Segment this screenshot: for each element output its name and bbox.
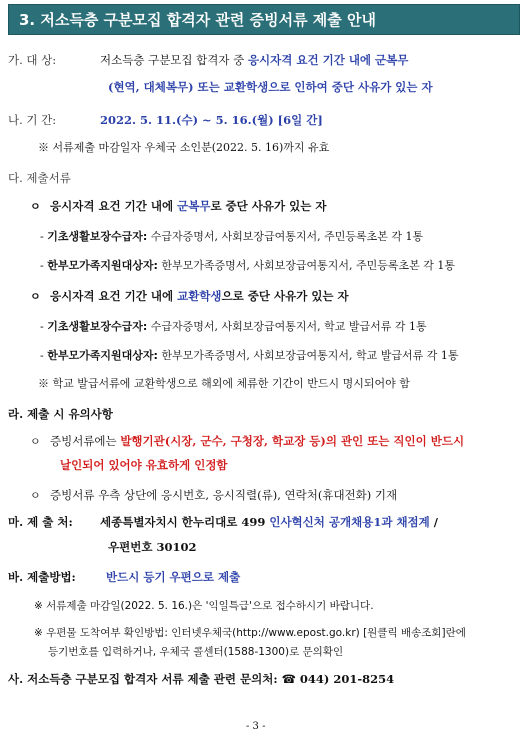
section-title: 3. 저소득층 구분모집 합격자 관련 증빙서류 제출 안내 bbox=[19, 11, 376, 29]
group2-prefix: 응시자격 요건 기간 내에 bbox=[50, 289, 178, 303]
period-value: 2022. 5. 11.(수) ~ 5. 16.(월) [6일 간] bbox=[100, 113, 323, 127]
documents-note: ※ 학교 발급서류에 교환학생으로 해외에 체류한 기간이 반드시 명시되어야 함 bbox=[38, 377, 410, 390]
page-number: - 3 - bbox=[246, 721, 266, 732]
section-header bbox=[8, 4, 520, 35]
group1-suffix: 로 중단 사유가 있는 자 bbox=[210, 199, 327, 213]
submit-method-note-1: ※ 서류제출 마감일(2022. 5. 16.)은 '익일특급'으로 접수하시기 바랍니다. bbox=[34, 600, 374, 612]
submit-method-label: 바. 제출방법: bbox=[8, 570, 76, 584]
inquiry-row bbox=[8, 671, 394, 687]
target-highlight-2: (현역, 대체복무) 또는 교환학생으로 인하여 중단 사유가 있는 자 bbox=[108, 80, 433, 94]
group2-suffix: 으로 중단 사유가 있는 자 bbox=[221, 289, 349, 303]
circle-bullet-icon: ㅇ bbox=[30, 489, 41, 502]
target-text-line1 bbox=[100, 52, 408, 68]
group1-item-2-category: 한부모가족지원대상자: bbox=[47, 259, 158, 272]
group1-item-2-docs: 한부모가족증명서, 사회보장급여통지서, 주민등록초본 각 1통 bbox=[161, 259, 456, 272]
group2-item-2-category: 한부모가족지원대상자: bbox=[47, 349, 158, 362]
precaution-1-line1 bbox=[50, 433, 464, 449]
circle-bullet-icon: ㅇ bbox=[30, 200, 41, 213]
period-label: 나. 기 간: bbox=[8, 113, 57, 127]
precaution-2: 증빙서류 우측 상단에 응시번호, 응시직렬(류), 연락처(휴대전화) 기재 bbox=[50, 488, 398, 502]
group1-item-2: - 한부모가족지원대상자: 한부모가족증명서, 사회보장급여통지서, 주민등록초본 각 1통 bbox=[40, 259, 456, 272]
group2-item-1: - 기초생활보장수급자: 수급자증명서, 사회보장급여통지서, 학교 발급서류 각 1통 bbox=[40, 320, 427, 333]
group2-item-2-docs: 한부모가족증명서, 사회보장급여통지서, 학교 발급서류 각 1통 bbox=[161, 349, 459, 362]
circle-bullet-icon: ㅇ bbox=[30, 435, 41, 448]
group1-highlight: 군복무 bbox=[177, 199, 211, 213]
documents-label: 다. 제출서류 bbox=[8, 171, 71, 185]
period-row bbox=[8, 112, 56, 128]
circle-bullet-icon: ㅇ bbox=[30, 290, 41, 303]
group2-highlight: 교환학생 bbox=[177, 289, 222, 303]
inquiry-label: 사. 저소득층 구분모집 합격자 서류 제출 관련 문의처: bbox=[8, 672, 278, 686]
target-text: 저소득층 구분모집 합격자 중 bbox=[100, 53, 245, 67]
target-label: 가. 대 상: bbox=[8, 53, 57, 67]
submit-method-note-2b: 등기번호를 입력하거나, 우체국 콜센터(1588-1300)로 문의확인 bbox=[48, 646, 344, 658]
submit-method-note-2a: ※ 우편물 도착여부 확인방법: 인터넷우체국(http://www.epost.go.kr) [원클릭 배송조회]란에 bbox=[34, 627, 466, 639]
submit-address: 세종특별자치시 한누리대로 499 bbox=[100, 515, 266, 529]
submit-postcode: 우편번호 30102 bbox=[108, 540, 197, 554]
target-text-line2 bbox=[108, 79, 433, 95]
group2-title bbox=[50, 288, 349, 304]
group1-title bbox=[50, 198, 326, 214]
submit-department: 인사혁신처 공개채용1과 채점계 bbox=[269, 515, 430, 529]
precaution-1-line2 bbox=[60, 457, 228, 473]
period-value-row bbox=[100, 112, 323, 128]
precautions-label: 라. 제출 시 유의사항 bbox=[8, 407, 113, 421]
precaution-1-highlight-1: 발행기관(시장, 군수, 구청장, 학교장 등)의 관인 또는 직인이 반드시 bbox=[120, 434, 465, 448]
group2-item-1-docs: 수급자증명서, 사회보장급여통지서, 학교 발급서류 각 1통 bbox=[150, 320, 427, 333]
submit-place-line1 bbox=[100, 514, 438, 530]
target-row bbox=[8, 52, 56, 68]
precaution-1-prefix: 증빙서류에는 bbox=[50, 434, 117, 448]
phone-icon: ☎ bbox=[281, 672, 296, 686]
period-note: ※ 서류제출 마감일자 우체국 소인분(2022. 5. 16)까지 유효 bbox=[38, 141, 330, 154]
group1-prefix: 응시자격 요건 기간 내에 bbox=[50, 199, 178, 213]
submit-place-label: 마. 제 출 처: bbox=[8, 515, 73, 529]
group1-item-1: - 기초생활보장수급자: 수급자증명서, 사회보장급여통지서, 주민등록초본 각 1통 bbox=[40, 230, 424, 243]
submit-slash: / bbox=[433, 515, 438, 529]
group2-item-1-category: 기초생활보장수급자: bbox=[47, 320, 148, 333]
precaution-1-highlight-2: 날인되어 있어야 유효하게 인정함 bbox=[60, 458, 228, 472]
target-highlight-1: 응시자격 요건 기간 내에 군복무 bbox=[247, 53, 409, 67]
group1-item-1-category: 기초생활보장수급자: bbox=[47, 230, 148, 243]
group2-item-2: - 한부모가족지원대상자: 한부모가족증명서, 사회보장급여통지서, 학교 발급서류 각 1통 bbox=[40, 349, 459, 362]
inquiry-phone: 044) 201-8254 bbox=[299, 672, 395, 686]
submit-method-value: 반드시 등기 우편으로 제출 bbox=[106, 570, 241, 584]
group1-item-1-docs: 수급자증명서, 사회보장급여통지서, 주민등록초본 각 1통 bbox=[150, 230, 424, 243]
